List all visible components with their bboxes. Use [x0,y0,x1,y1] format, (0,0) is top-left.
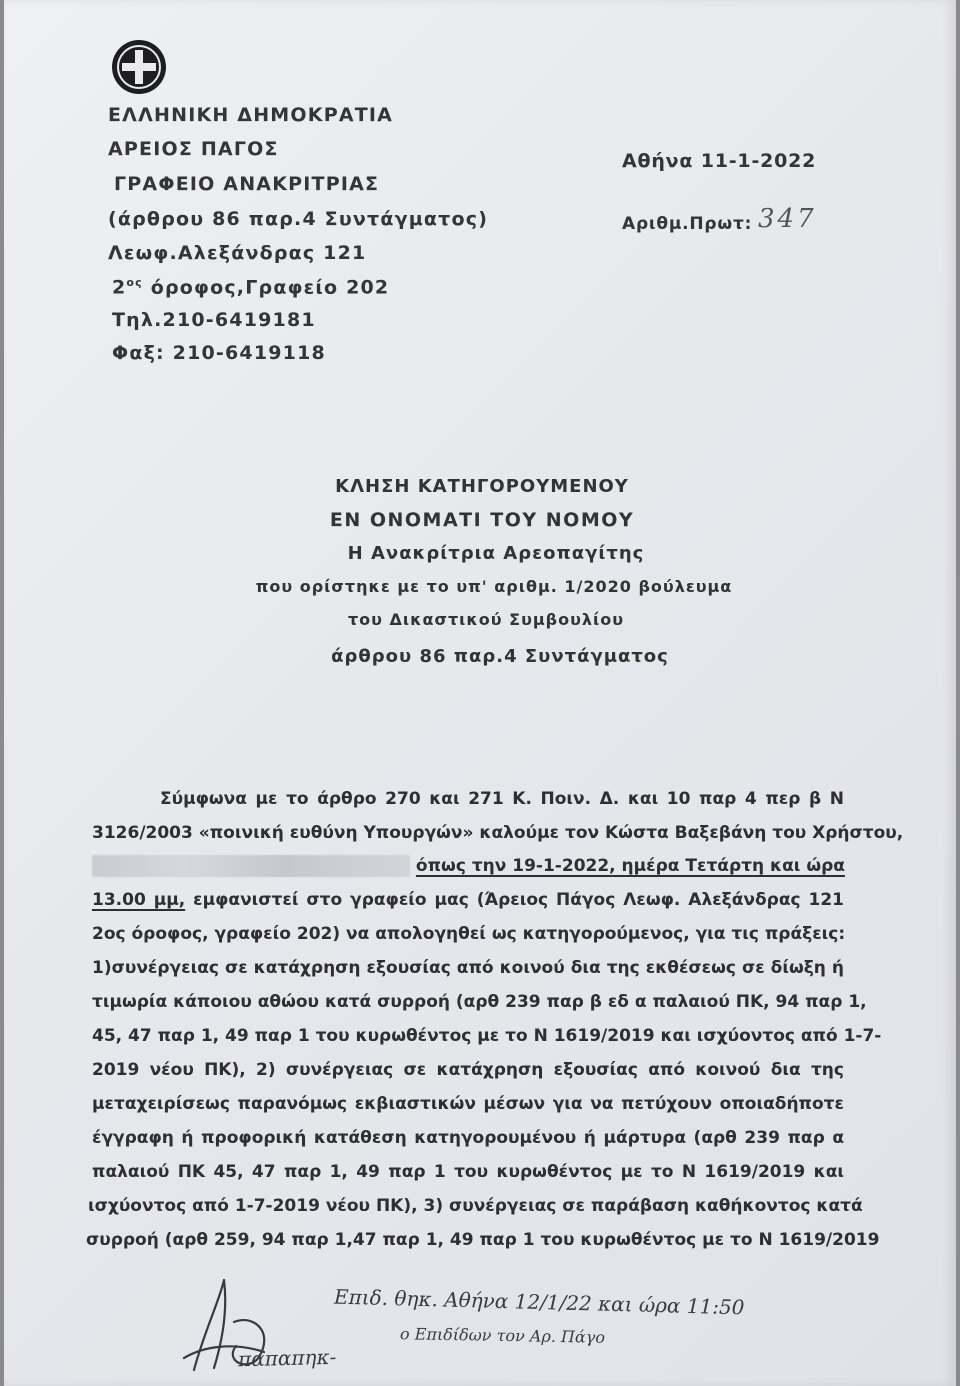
date-line: Αθήνα 11-1-2022 [622,150,817,172]
body-line-4: 13.00 μμ, εμφανιστεί στο γραφείο μας (Άρειος Πάγος Λεωφ. Αλεξάνδρας 121 [92,890,845,910]
body-line-2: 3126/2003 «ποινική ευθύνη Υπουργών» καλούμε τον Κώστα Βαξεβάνη του Χρήστου, [92,823,904,843]
redacted-text [92,855,410,877]
appointment-time: 13.00 μμ, [92,890,186,910]
handwritten-service-note: Επιδ. θηκ. Αθήνα 12/1/22 και ώρα 11:50 [333,1284,745,1320]
body-line-3 [92,855,844,877]
header-phone: Τηλ.210-6419181 [112,309,316,331]
body-line-11: έγγραφη ή προφορική κατάθεση κατηγορουμένου ή μάρτυρα (αρθ 239 παρ α [92,1128,844,1148]
greek-coat-of-arms-icon [110,38,168,96]
body-line-7: τιμωρία κάποιου αθώου κατά συρροή (αρθ 239 παρ β εδ α παλαιού ΠΚ, 94 παρ 1, [92,992,867,1012]
body-line-12: παλαιού ΠΚ 45, 47 παρ 1, 49 παρ 1 του κυρωθέντος με το Ν 1619/2019 και [92,1162,844,1182]
header-country: ΕΛΛΗΝΙΚΗ ΔΗΜΟΚΡΑΤΙΑ [108,104,394,126]
body-line-6: 1)συνέργειας σε κατάχρηση εξουσίας από κοινού δια της εκθέσεως σε δίωξη ή [92,958,844,978]
doc-issuer: Η Ανακρίτρια Αρεοπαγίτης [347,543,645,564]
handwritten-server-note: ο Επιδίδων τον Αρ. Πάγο [399,1324,606,1347]
header-court: ΑΡΕΙΟΣ ΠΑΓΟΣ [108,138,279,160]
body-line-9: 2019 νέου ΠΚ), 2) συνέργειας σε κατάχρηση εξουσίας από κοινού δια της [92,1060,844,1080]
body-line-13: ισχύοντος από 1-7-2019 νέου ΠΚ), 3) συνέργειας σε παράβαση καθήκοντος κατά [88,1196,863,1216]
protocol-number: 347 [758,204,817,234]
header-fax: Φαξ: 210-6419118 [112,342,326,364]
body-line-10: μεταχειρίσεως παρανόμως εκβιαστικών μέσων για να πετύχουν οποιαδήποτε [92,1094,844,1114]
body-line-5: 2ος όροφος, γραφείο 202) να απολογηθεί ως κατηγορούμενος, για τις πράξεις: [92,924,846,944]
body-line-14: συρροή (αρθ 259, 94 παρ 1,47 παρ 1, 49 παρ 1 του κυρωθέντος με το Ν 1619/2019 [86,1230,880,1250]
doc-title: ΚΛΗΣΗ ΚΑΤΗΓΟΡΟΥΜΕΝΟΥ [335,476,629,497]
body-line-8: 45, 47 παρ 1, 49 παρ 1 του κυρωθέντος με το Ν 1619/2019 και ισχύοντος από 1-7- [92,1026,882,1046]
signature-icon [164,1262,364,1382]
appointment-date: όπως την 19-1-2022, ημέρα Τετάρτη και ώρα [415,856,845,876]
doc-subtitle: ΕΝ ΟΝΟΜΑΤΙ ΤΟΥ ΝΟΜΟΥ [329,509,635,531]
header-office: ΓΡΑΦΕΙΟ ΑΝΑΚΡΙΤΡΙΑΣ [114,173,380,195]
header-floor: $2^{o\varsigma}$ όροφος,Γραφείο 202 [112,276,390,299]
doc-appointment: που ορίστηκε με το υπ' αριθμ. 1/2020 βούλευμα [255,577,733,596]
doc-article: άρθρου 86 παρ.4 Συντάγματος [331,646,669,667]
body-line-1: Σύμφωνα με το άρθρο 270 και 271 Κ. Ποιν. Δ. και 10 παρ 4 περ β Ν [160,789,844,809]
header-article: (άρθρου 86 παρ.4 Συντάγματος) [108,208,489,230]
doc-council: του Δικαστικού Συμβουλίου [347,610,625,629]
document-page [4,0,956,1386]
protocol-label: Αριθμ.Πρωτ: [622,214,753,234]
header-address: Λεωφ.Αλεξάνδρας 121 [108,242,367,264]
handwritten-name: παπαπηκ- [237,1344,337,1372]
